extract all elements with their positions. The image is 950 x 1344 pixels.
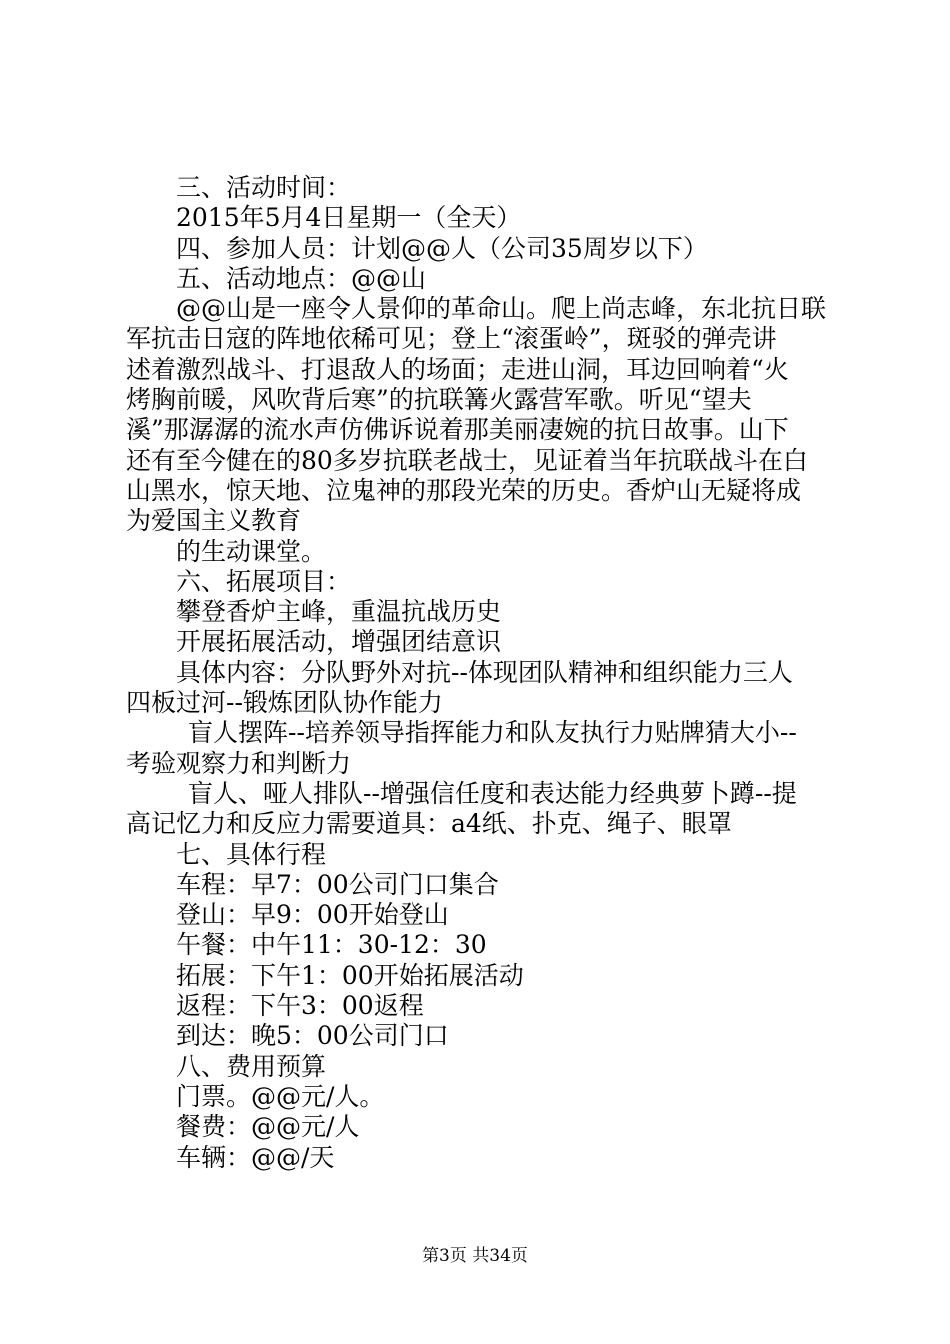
- section-heading-location: 五、活动地点：@@山: [176, 263, 427, 293]
- text-line: @@山是一座令人景仰的革命山。爬上尚志峰，东北抗日联: [176, 294, 827, 324]
- text-line: 军抗击日寇的阵地依稀可见；登上“滚蛋岭”，斑驳的弹壳讲: [126, 324, 777, 354]
- schedule-item: 登山：早9：00开始登山: [176, 900, 449, 930]
- text-line: 烤胸前暖，风吹背后寒”的抗联篝火露营军歌。听见“望夫: [126, 385, 752, 415]
- text-line: 述着激烈战斗、打退敌人的场面；走进山洞，耳边回响着“火: [126, 354, 789, 384]
- text-line: 高记忆力和反应力需要道具：a4纸、扑克、绳子、眼罩: [126, 809, 732, 839]
- section-heading-time: 三、活动时间：: [176, 173, 352, 202]
- schedule-item: 拓展：下午1：00开始拓展活动: [176, 960, 524, 990]
- text-line: 为爱国主义教育: [126, 506, 302, 536]
- location-description: [126, 294, 838, 536]
- text-line: 还有至今健在的80多岁抗联老战士，见证着当年抗联战斗在白: [126, 445, 808, 475]
- section-heading-projects: 六、拓展项目：: [176, 566, 352, 596]
- budget-item: 餐费：@@元/人: [176, 1112, 360, 1142]
- text-line: 四板过河--锻炼团队协作能力: [126, 688, 443, 718]
- activity-date: 2015年5月4日星期一（全天）: [176, 203, 522, 233]
- section-heading-schedule: 七、具体行程: [176, 839, 327, 869]
- project-item: 开展拓展活动，增强团结意识: [176, 627, 502, 657]
- project-details: [126, 779, 838, 840]
- budget-item: 门票。@@元/人。: [176, 1081, 385, 1111]
- project-item: 攀登香炉主峰，重温抗战历史: [176, 597, 502, 627]
- document-body: [126, 173, 838, 1173]
- schedule-item: 返程：下午3：00返程: [176, 991, 424, 1021]
- schedule-item: 午餐：中午11：30-12：30: [176, 930, 487, 960]
- schedule-item: 到达：晚5：00公司门口: [176, 1021, 449, 1051]
- project-details: [126, 658, 838, 719]
- text-paragraph: 的生动课堂。: [176, 536, 327, 566]
- text-line: 山黑水，惊天地、泣鬼神的那段光荣的历史。香炉山无疑将成: [126, 475, 802, 505]
- section-heading-budget: 八、费用预算: [176, 1051, 327, 1081]
- text-line: 考验观察力和判断力: [126, 748, 352, 778]
- text-line: 盲人摆阵--培养领导指挥能力和队友执行力贴牌猜大小--: [188, 718, 797, 748]
- section-heading-participants: 四、参加人员：计划@@人（公司35周岁以下）: [176, 233, 708, 263]
- text-line: 溪”那潺潺的流水声仿佛诉说着那美丽凄婉的抗日故事。山下: [126, 415, 789, 445]
- budget-item: 车辆：@@/天: [176, 1142, 335, 1172]
- page-number-footer: 第3页 共34页: [422, 1246, 528, 1266]
- project-details: [126, 718, 838, 779]
- text-line: 具体内容：分队野外对抗--体现团队精神和组织能力三人: [176, 657, 793, 687]
- text-line: 盲人、哑人排队--增强信任度和表达能力经典萝卜蹲--提: [188, 778, 797, 808]
- schedule-item: 车程：早7：00公司门口集合: [176, 869, 499, 899]
